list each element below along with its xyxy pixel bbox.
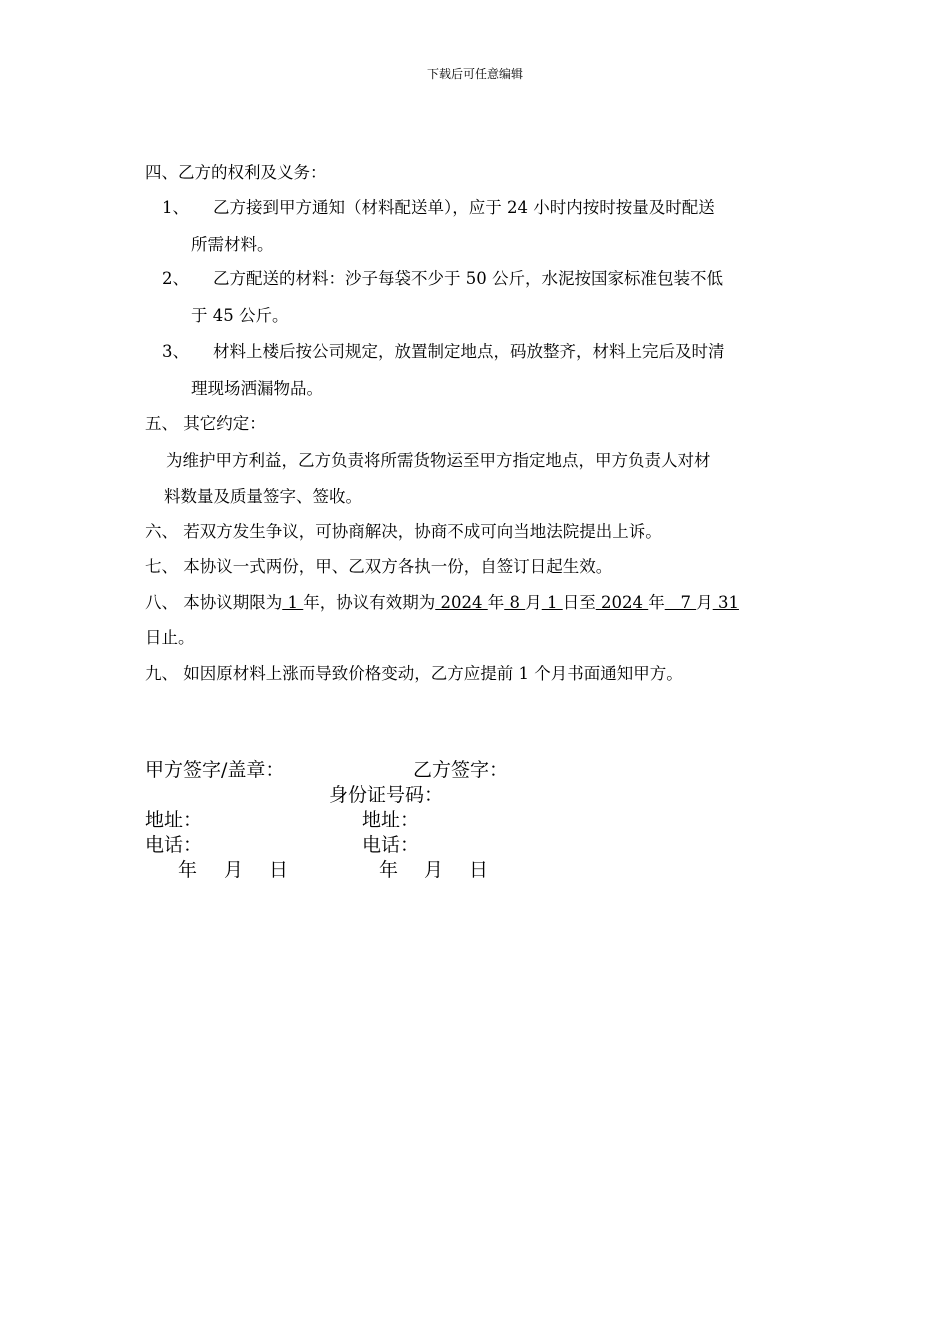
section-8-line-2: 日止。	[145, 628, 195, 647]
section-8-text-5: 年	[648, 593, 665, 612]
party-b-date-month: 月	[424, 859, 444, 881]
section-5-line-1: 为维护甲方利益，乙方负责将所需货物运至甲方指定地点，甲方负责人对材	[166, 451, 711, 470]
section-4-item-1-line-1: 乙方接到甲方通知（材料配送单），应于 24 小时内按时按量及时配送	[213, 198, 715, 217]
section-4-item-2-number: 2、	[162, 269, 189, 288]
section-4-item-1-number: 1、	[162, 198, 189, 217]
start-month: 8	[504, 593, 526, 612]
section-8-text-4: 日至	[562, 593, 596, 612]
party-a-signature-label: 甲方签字/盖章：	[145, 759, 285, 781]
page-header: 下载后可任意编辑	[426, 67, 523, 81]
section-4-item-2-line-2: 于 45 公斤。	[191, 306, 289, 325]
section-4-item-3-number: 3、	[162, 342, 189, 361]
section-8-prefix: 八、 本协议期限为	[145, 593, 283, 612]
end-day: 31	[712, 593, 739, 612]
section-5-line-2: 料数量及质量签字、签收。	[164, 487, 362, 506]
end-month: 7	[664, 593, 697, 612]
section-6: 六、 若双方发生争议，可协商解决，协商不成可向当地法院提出上诉。	[145, 522, 662, 541]
party-b-date-day: 日	[469, 859, 489, 881]
party-a-date-month: 月	[224, 859, 244, 881]
section-5-title: 五、 其它约定：	[145, 414, 266, 433]
section-8-line-1	[145, 592, 739, 614]
section-4-item-3-line-2: 理现场洒漏物品。	[191, 379, 323, 398]
section-8-text-6: 月	[696, 593, 713, 612]
id-number-label: 身份证号码：	[329, 784, 444, 806]
section-4-item-2-line-1: 乙方配送的材料：沙子每袋不少于 50 公斤，水泥按国家标准包装不低	[213, 269, 723, 288]
section-4-item-1-line-2: 所需材料。	[191, 235, 274, 254]
party-a-phone-label: 电话：	[145, 834, 203, 856]
end-year: 2024	[595, 593, 649, 612]
section-9: 九、 如因原材料上涨而导致价格变动，乙方应提前 1 个月书面通知甲方。	[145, 664, 683, 683]
start-year: 2024	[435, 593, 488, 612]
start-day: 1	[541, 593, 563, 612]
section-8-text-3: 月	[525, 593, 542, 612]
section-4-title: 四、乙方的权利及义务：	[145, 163, 327, 182]
section-8-text-2: 年	[487, 593, 505, 612]
section-7: 七、 本协议一式两份，甲、乙双方各执一份，自签订日起生效。	[145, 557, 613, 576]
party-a-date-day: 日	[269, 859, 289, 881]
agreement-term-years: 1	[282, 593, 304, 612]
section-8-text-1: 年，协议有效期为	[303, 593, 436, 612]
party-a-address-label: 地址：	[145, 809, 203, 831]
section-4-item-3-line-1: 材料上楼后按公司规定，放置制定地点，码放整齐，材料上完后及时清	[213, 342, 725, 361]
party-b-signature-label: 乙方签字：	[413, 759, 509, 781]
party-b-address-label: 地址：	[362, 809, 420, 831]
party-b-phone-label: 电话：	[362, 834, 420, 856]
party-a-date-year: 年	[178, 859, 198, 881]
party-b-date-year: 年	[379, 859, 399, 881]
